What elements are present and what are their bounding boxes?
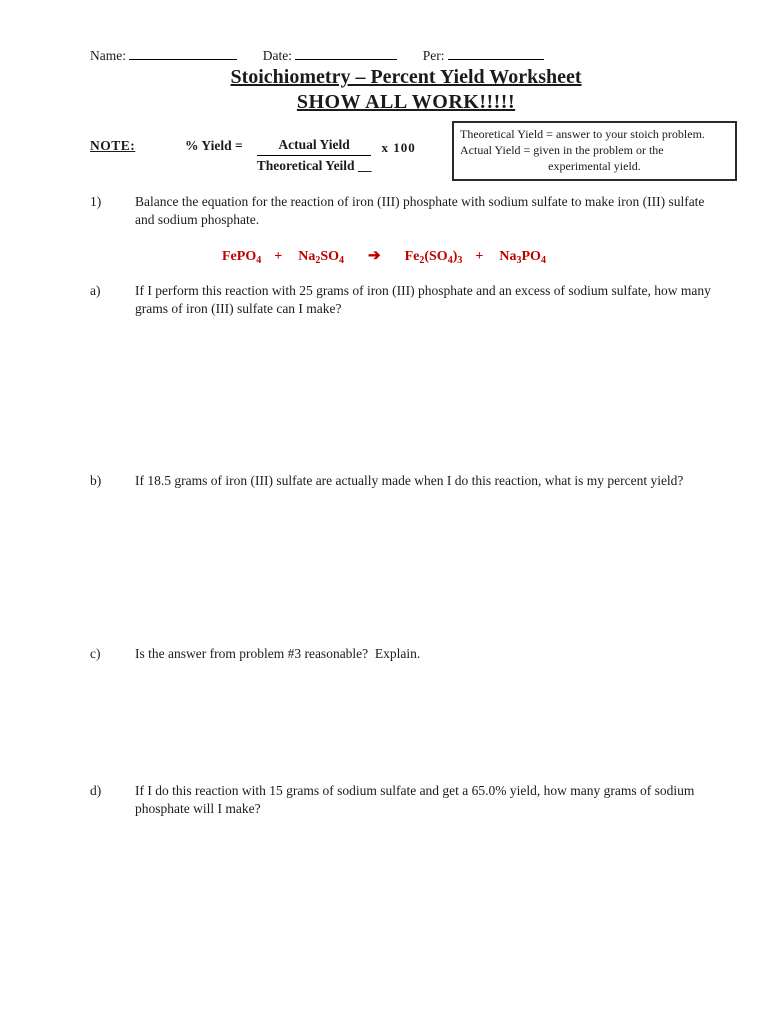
chemical-equation	[222, 246, 546, 266]
formula-segment: Na	[298, 249, 316, 264]
reaction-arrow-icon: ➔	[368, 248, 381, 264]
worksheet-title: Stoichiometry – Percent Yield Worksheet	[230, 66, 582, 88]
formula-numerator: Actual Yield	[257, 136, 372, 156]
part-a-label: a)	[90, 283, 101, 298]
info-box-line2: Actual Yield = given in the problem or the	[460, 143, 664, 158]
formula-subscript: 4	[540, 255, 546, 266]
formula-multiplier: x 100	[381, 140, 416, 155]
formula-segment: PO	[521, 249, 541, 264]
formula-segment: FePO	[222, 249, 257, 264]
part-c-text: Is the answer from problem #3 reasonable? Explain.	[135, 646, 421, 661]
formula-lhs: % Yield =	[185, 138, 243, 153]
name-date-per-row	[90, 46, 544, 64]
formula-segment: (SO	[424, 249, 448, 264]
formula-subscript: 4	[256, 255, 262, 266]
date-label: Date:	[262, 48, 292, 63]
note-label: NOTE:	[90, 138, 136, 153]
part-b-text: If 18.5 grams of iron (III) sulfate are actually made when I do this reaction, what is my percent yield?	[135, 473, 684, 488]
formula-segment: )	[452, 249, 458, 264]
percent-yield-formula	[185, 136, 416, 174]
part-d-label: d)	[90, 783, 102, 798]
part-d-text: If I do this reaction with 15 grams of sodium sulfate and get a 65.0% yield, how many grams of sodium phosphate will I make?	[135, 783, 698, 816]
formula-subscript: 4	[447, 255, 453, 266]
yield-definitions-box	[452, 121, 737, 181]
part-a	[90, 282, 738, 318]
part-b-label: b)	[90, 473, 102, 488]
info-box-line1: Theoretical Yield = answer to your stoich problem.	[460, 127, 705, 141]
formula-fraction	[257, 136, 372, 174]
formula-subscript: 2	[419, 255, 425, 266]
date-blank-line	[295, 46, 397, 60]
question-1-text: Balance the equation for the reaction of iron (III) phosphate with sodium sulfate to make iron (III) sulfate and sodium phosphate.	[135, 194, 708, 227]
name-label: Name:	[90, 48, 126, 63]
per-blank-line	[448, 46, 544, 60]
part-a-text: If I perform this reaction with 25 grams of iron (III) phosphate and an excess of sodium sulfate, how many grams of iron (III) sulfate can I make?	[135, 283, 715, 316]
formula-segment: Na	[499, 249, 517, 264]
part-b	[90, 472, 738, 490]
worksheet-subtitle: SHOW ALL WORK!!!!!	[296, 91, 516, 113]
question-1-number: 1)	[90, 194, 102, 209]
formula-subscript: 4	[339, 255, 345, 266]
part-c	[90, 645, 738, 663]
question-1	[90, 193, 738, 229]
plus-sign: +	[475, 249, 484, 264]
formula-subscript: 2	[315, 255, 321, 266]
formula-subscript: 3	[457, 255, 463, 266]
info-box-line3: experimental yield.	[548, 159, 641, 174]
per-label: Per:	[422, 48, 445, 63]
plus-sign: +	[274, 249, 283, 264]
formula-segment: SO	[320, 249, 340, 264]
part-c-label: c)	[90, 646, 101, 661]
formula-denominator: Theoretical Yeild __	[256, 158, 372, 173]
formula-segment: Fe	[404, 249, 420, 264]
part-d	[90, 782, 738, 818]
name-blank-line	[129, 46, 237, 60]
formula-subscript: 3	[516, 255, 522, 266]
